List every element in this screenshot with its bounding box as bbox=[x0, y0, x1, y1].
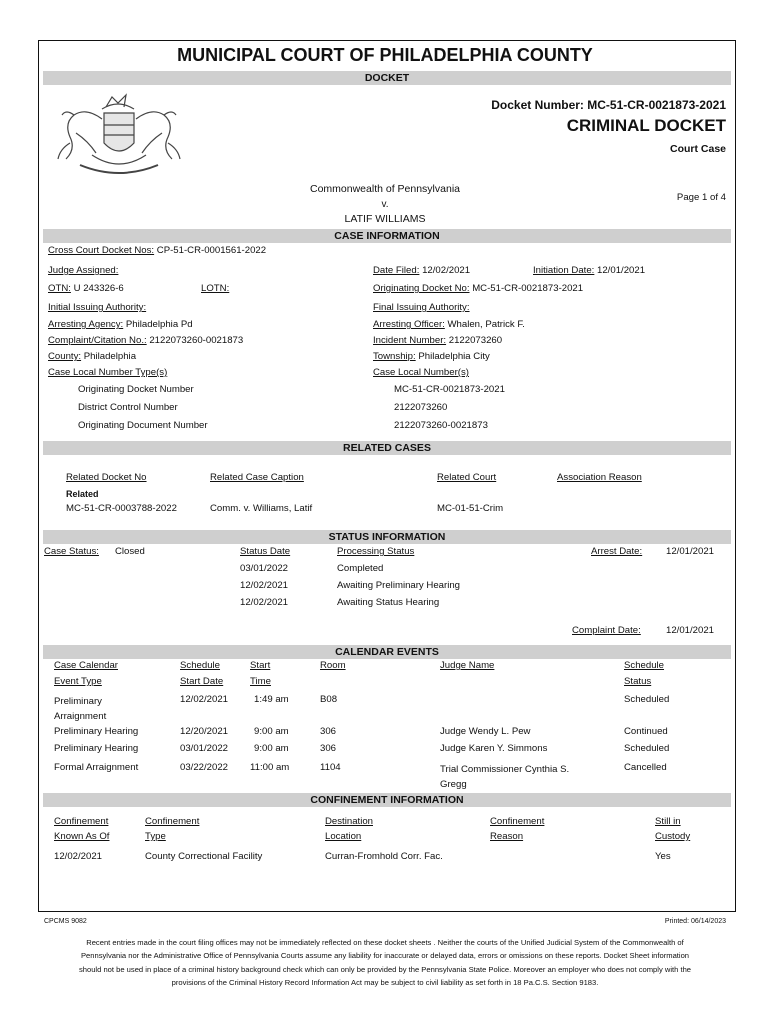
local-type-row: Originating Document Number bbox=[78, 420, 208, 431]
status-row-date: 12/02/2021 bbox=[240, 597, 289, 608]
otn-value: U 243326-6 bbox=[73, 283, 124, 294]
calendar-type-header: Case Calendar bbox=[54, 660, 118, 671]
township-value: Philadelphia City bbox=[418, 351, 490, 362]
docket-bar: DOCKET bbox=[43, 71, 731, 85]
date-filed bbox=[373, 265, 470, 276]
otn bbox=[48, 283, 124, 294]
printed-date: Printed: 06/14/2023 bbox=[664, 918, 726, 925]
still-in-custody-value: Yes bbox=[655, 851, 671, 862]
cross-court-docket bbox=[48, 245, 266, 256]
still-in-custody-header: Custody bbox=[655, 831, 691, 842]
calendar-date-header: Start Date bbox=[180, 676, 224, 687]
calendar-row-room: 306 bbox=[320, 743, 337, 754]
arresting-agency bbox=[48, 319, 193, 330]
case-status-label: Case Status: bbox=[44, 546, 99, 557]
related-court-value: MC-01-51-Crim bbox=[437, 503, 504, 514]
incident-number-label: Incident Number: bbox=[373, 335, 447, 346]
calendar-row-type: Preliminary Hearing bbox=[54, 726, 139, 737]
date-filed-label: Date Filed: bbox=[373, 265, 420, 276]
calendar-row-type: Formal Arraignment bbox=[54, 762, 139, 773]
docket-number: Docket Number: MC-51-CR-0021873-2021 bbox=[491, 98, 726, 112]
calendar-row-time: 1:49 am bbox=[254, 694, 289, 705]
status-info-bar: STATUS INFORMATION bbox=[43, 530, 731, 544]
local-number-row: 2122073260-0021873 bbox=[394, 420, 488, 431]
confinement-bar: CONFINEMENT INFORMATION bbox=[43, 793, 731, 807]
local-number-types-label: Case Local Number Type(s) bbox=[48, 367, 168, 378]
local-number-row: MC-51-CR-0021873-2021 bbox=[394, 384, 505, 395]
county-value: Philadelphia bbox=[83, 351, 137, 362]
related-docket-header: Related Docket No bbox=[66, 472, 147, 483]
case-info-bar: CASE INFORMATION bbox=[43, 229, 731, 243]
status-row-date: 12/02/2021 bbox=[240, 580, 289, 591]
arresting-agency-label: Arresting Agency: bbox=[48, 319, 124, 330]
status-row-status: Completed bbox=[337, 563, 384, 574]
calendar-row-date: 12/02/2021 bbox=[180, 694, 229, 705]
case-kind: Court Case bbox=[669, 143, 726, 155]
related-cases-bar: RELATED CASES bbox=[43, 441, 731, 455]
complaint-citation bbox=[48, 335, 243, 346]
case-status bbox=[44, 546, 145, 557]
calendar-status-header: Status bbox=[624, 676, 652, 687]
disclaimer: Recent entries made in the court filing offices may not be immediately reflected on these docket sheets . Neither the courts of the Unified Judicial System of the Commonwealth of Pennsylvania nor the Administrative Office of Pennsylvania Courts assume any liability for inaccurate or delayed data, errors or omissions on these reports. Docket Sheet information should not be used in place of a criminal history background check which can only be provided by the Pennsylvania State Police. Moreover an employer who does not comply with the provisions of the Criminal History Record Information Act may be subject to civil liability as set forth in 18 Pa.C.S. Section 9183. bbox=[78, 938, 692, 988]
confinement-reason-header: Confinement bbox=[490, 816, 545, 827]
related-caption-header: Related Case Caption bbox=[210, 472, 304, 483]
coat-of-arms-icon bbox=[52, 93, 184, 182]
incident-number-value: 2122073260 bbox=[448, 335, 503, 346]
confinement-known-value: 12/02/2021 bbox=[54, 851, 103, 862]
arresting-officer bbox=[373, 319, 525, 330]
destination-value: Curran-Fromhold Corr. Fac. bbox=[325, 851, 443, 862]
originating-docket-value: MC-51-CR-0021873-2021 bbox=[472, 283, 584, 294]
calendar-row-status: Scheduled bbox=[624, 694, 670, 705]
docket-type: CRIMINAL DOCKET bbox=[566, 116, 726, 135]
complaint-date-label: Complaint Date: bbox=[572, 625, 641, 636]
local-type-row: District Control Number bbox=[78, 402, 178, 413]
calendar-row-room: 1104 bbox=[320, 762, 341, 773]
confinement-known-header: Confinement bbox=[54, 816, 109, 827]
initial-authority-label: Initial Issuing Authority: bbox=[48, 302, 147, 313]
incident-number bbox=[373, 335, 502, 346]
local-numbers-label: Case Local Number(s) bbox=[373, 367, 469, 378]
related-group-label: Related bbox=[66, 489, 99, 499]
arrest-date-label: Arrest Date: bbox=[591, 546, 643, 557]
calendar-type-header: Event Type bbox=[54, 676, 102, 687]
form-id: CPCMS 9082 bbox=[44, 918, 87, 925]
arresting-officer-label: Arresting Officer: bbox=[373, 319, 445, 330]
calendar-row-judge: Trial Commissioner Cynthia S. Gregg bbox=[440, 764, 570, 790]
calendar-date-header: Schedule bbox=[180, 660, 221, 671]
local-type-row: Originating Docket Number bbox=[78, 384, 194, 395]
calendar-row-judge: Judge Karen Y. Simmons bbox=[440, 743, 548, 754]
calendar-row-room: B08 bbox=[320, 694, 338, 705]
arresting-agency-value: Philadelphia Pd bbox=[125, 319, 193, 330]
county bbox=[48, 351, 136, 362]
status-date-header: Status Date bbox=[240, 546, 291, 557]
caption-line1: Commonwealth of Pennsylvania bbox=[310, 183, 460, 195]
cross-court-label: Cross Court Docket Nos: bbox=[48, 245, 155, 256]
confinement-known-header: Known As Of bbox=[54, 831, 110, 842]
destination-header: Destination bbox=[325, 816, 373, 827]
complaint-citation-value: 2122073260-0021873 bbox=[149, 335, 244, 346]
initiation-date-label: Initiation Date: bbox=[533, 265, 595, 276]
final-authority-label: Final Issuing Authority: bbox=[373, 302, 470, 313]
local-number-row: 2122073260 bbox=[394, 402, 448, 413]
originating-docket-label: Originating Docket No: bbox=[373, 283, 470, 294]
originating-docket bbox=[373, 283, 583, 294]
judge-assigned-label: Judge Assigned: bbox=[48, 265, 119, 276]
status-row-status: Awaiting Status Hearing bbox=[337, 597, 440, 608]
arrest-date-value: 12/01/2021 bbox=[666, 546, 715, 557]
calendar-row-time: 11:00 am bbox=[250, 762, 290, 773]
confinement-type-value: County Correctional Facility bbox=[145, 851, 263, 862]
court-title: MUNICIPAL COURT OF PHILADELPHIA COUNTY bbox=[177, 45, 593, 65]
calendar-row-type: Preliminary Hearing bbox=[54, 743, 139, 754]
calendar-row-status: Continued bbox=[624, 726, 668, 737]
arresting-officer-value: Whalen, Patrick F. bbox=[447, 319, 525, 330]
status-row-date: 03/01/2022 bbox=[240, 563, 289, 574]
status-row-status: Awaiting Preliminary Hearing bbox=[337, 580, 460, 591]
case-status-value: Closed bbox=[114, 546, 145, 557]
calendar-row-status: Scheduled bbox=[624, 743, 670, 754]
related-docket-value: MC-51-CR-0003788-2022 bbox=[66, 503, 177, 514]
calendar-row-time: 9:00 am bbox=[254, 743, 289, 754]
complaint-citation-label: Complaint/Citation No.: bbox=[48, 335, 147, 346]
caption-v: v. bbox=[381, 199, 389, 210]
otn-label: OTN: bbox=[48, 283, 71, 294]
calendar-row-judge: Judge Wendy L. Pew bbox=[440, 726, 531, 737]
calendar-status-header: Schedule bbox=[624, 660, 665, 671]
calendar-row-room: 306 bbox=[320, 726, 337, 737]
destination-header: Location bbox=[325, 831, 362, 842]
calendar-row-time: 9:00 am bbox=[254, 726, 289, 737]
township bbox=[373, 351, 490, 362]
still-in-custody-header: Still in bbox=[655, 816, 681, 827]
confinement-reason-header: Reason bbox=[490, 831, 524, 842]
date-filed-value: 12/02/2021 bbox=[422, 265, 471, 276]
calendar-row-date: 12/20/2021 bbox=[180, 726, 229, 737]
complaint-date-value: 12/01/2021 bbox=[666, 625, 715, 636]
related-court-header: Related Court bbox=[437, 472, 497, 483]
calendar-time-header: Start bbox=[250, 660, 271, 671]
confinement-type-header: Confinement bbox=[145, 816, 200, 827]
township-label: Township: bbox=[373, 351, 416, 362]
calendar-row-date: 03/01/2022 bbox=[180, 743, 229, 754]
initiation-date-value: 12/01/2021 bbox=[597, 265, 646, 276]
calendar-events-bar: CALENDAR EVENTS bbox=[43, 645, 731, 659]
processing-status-header: Processing Status bbox=[337, 546, 415, 557]
caption-line2: LATIF WILLIAMS bbox=[344, 213, 426, 225]
cross-court-value: CP-51-CR-0001561-2022 bbox=[156, 245, 267, 256]
calendar-room-header: Room bbox=[320, 660, 346, 671]
calendar-row-status: Cancelled bbox=[624, 762, 667, 773]
lotn-label: LOTN: bbox=[201, 283, 230, 294]
initiation-date bbox=[533, 265, 645, 276]
confinement-type-header: Type bbox=[145, 831, 166, 842]
page-indicator: Page 1 of 4 bbox=[676, 192, 726, 203]
calendar-judge-header: Judge Name bbox=[440, 660, 495, 671]
calendar-row-type: Preliminary Arraignment bbox=[54, 696, 107, 722]
association-reason-header: Association Reason bbox=[557, 472, 642, 483]
calendar-row-date: 03/22/2022 bbox=[180, 762, 229, 773]
calendar-time-header: Time bbox=[250, 676, 271, 687]
county-label: County: bbox=[48, 351, 82, 362]
related-caption-value: Comm. v. Williams, Latif bbox=[210, 503, 313, 514]
